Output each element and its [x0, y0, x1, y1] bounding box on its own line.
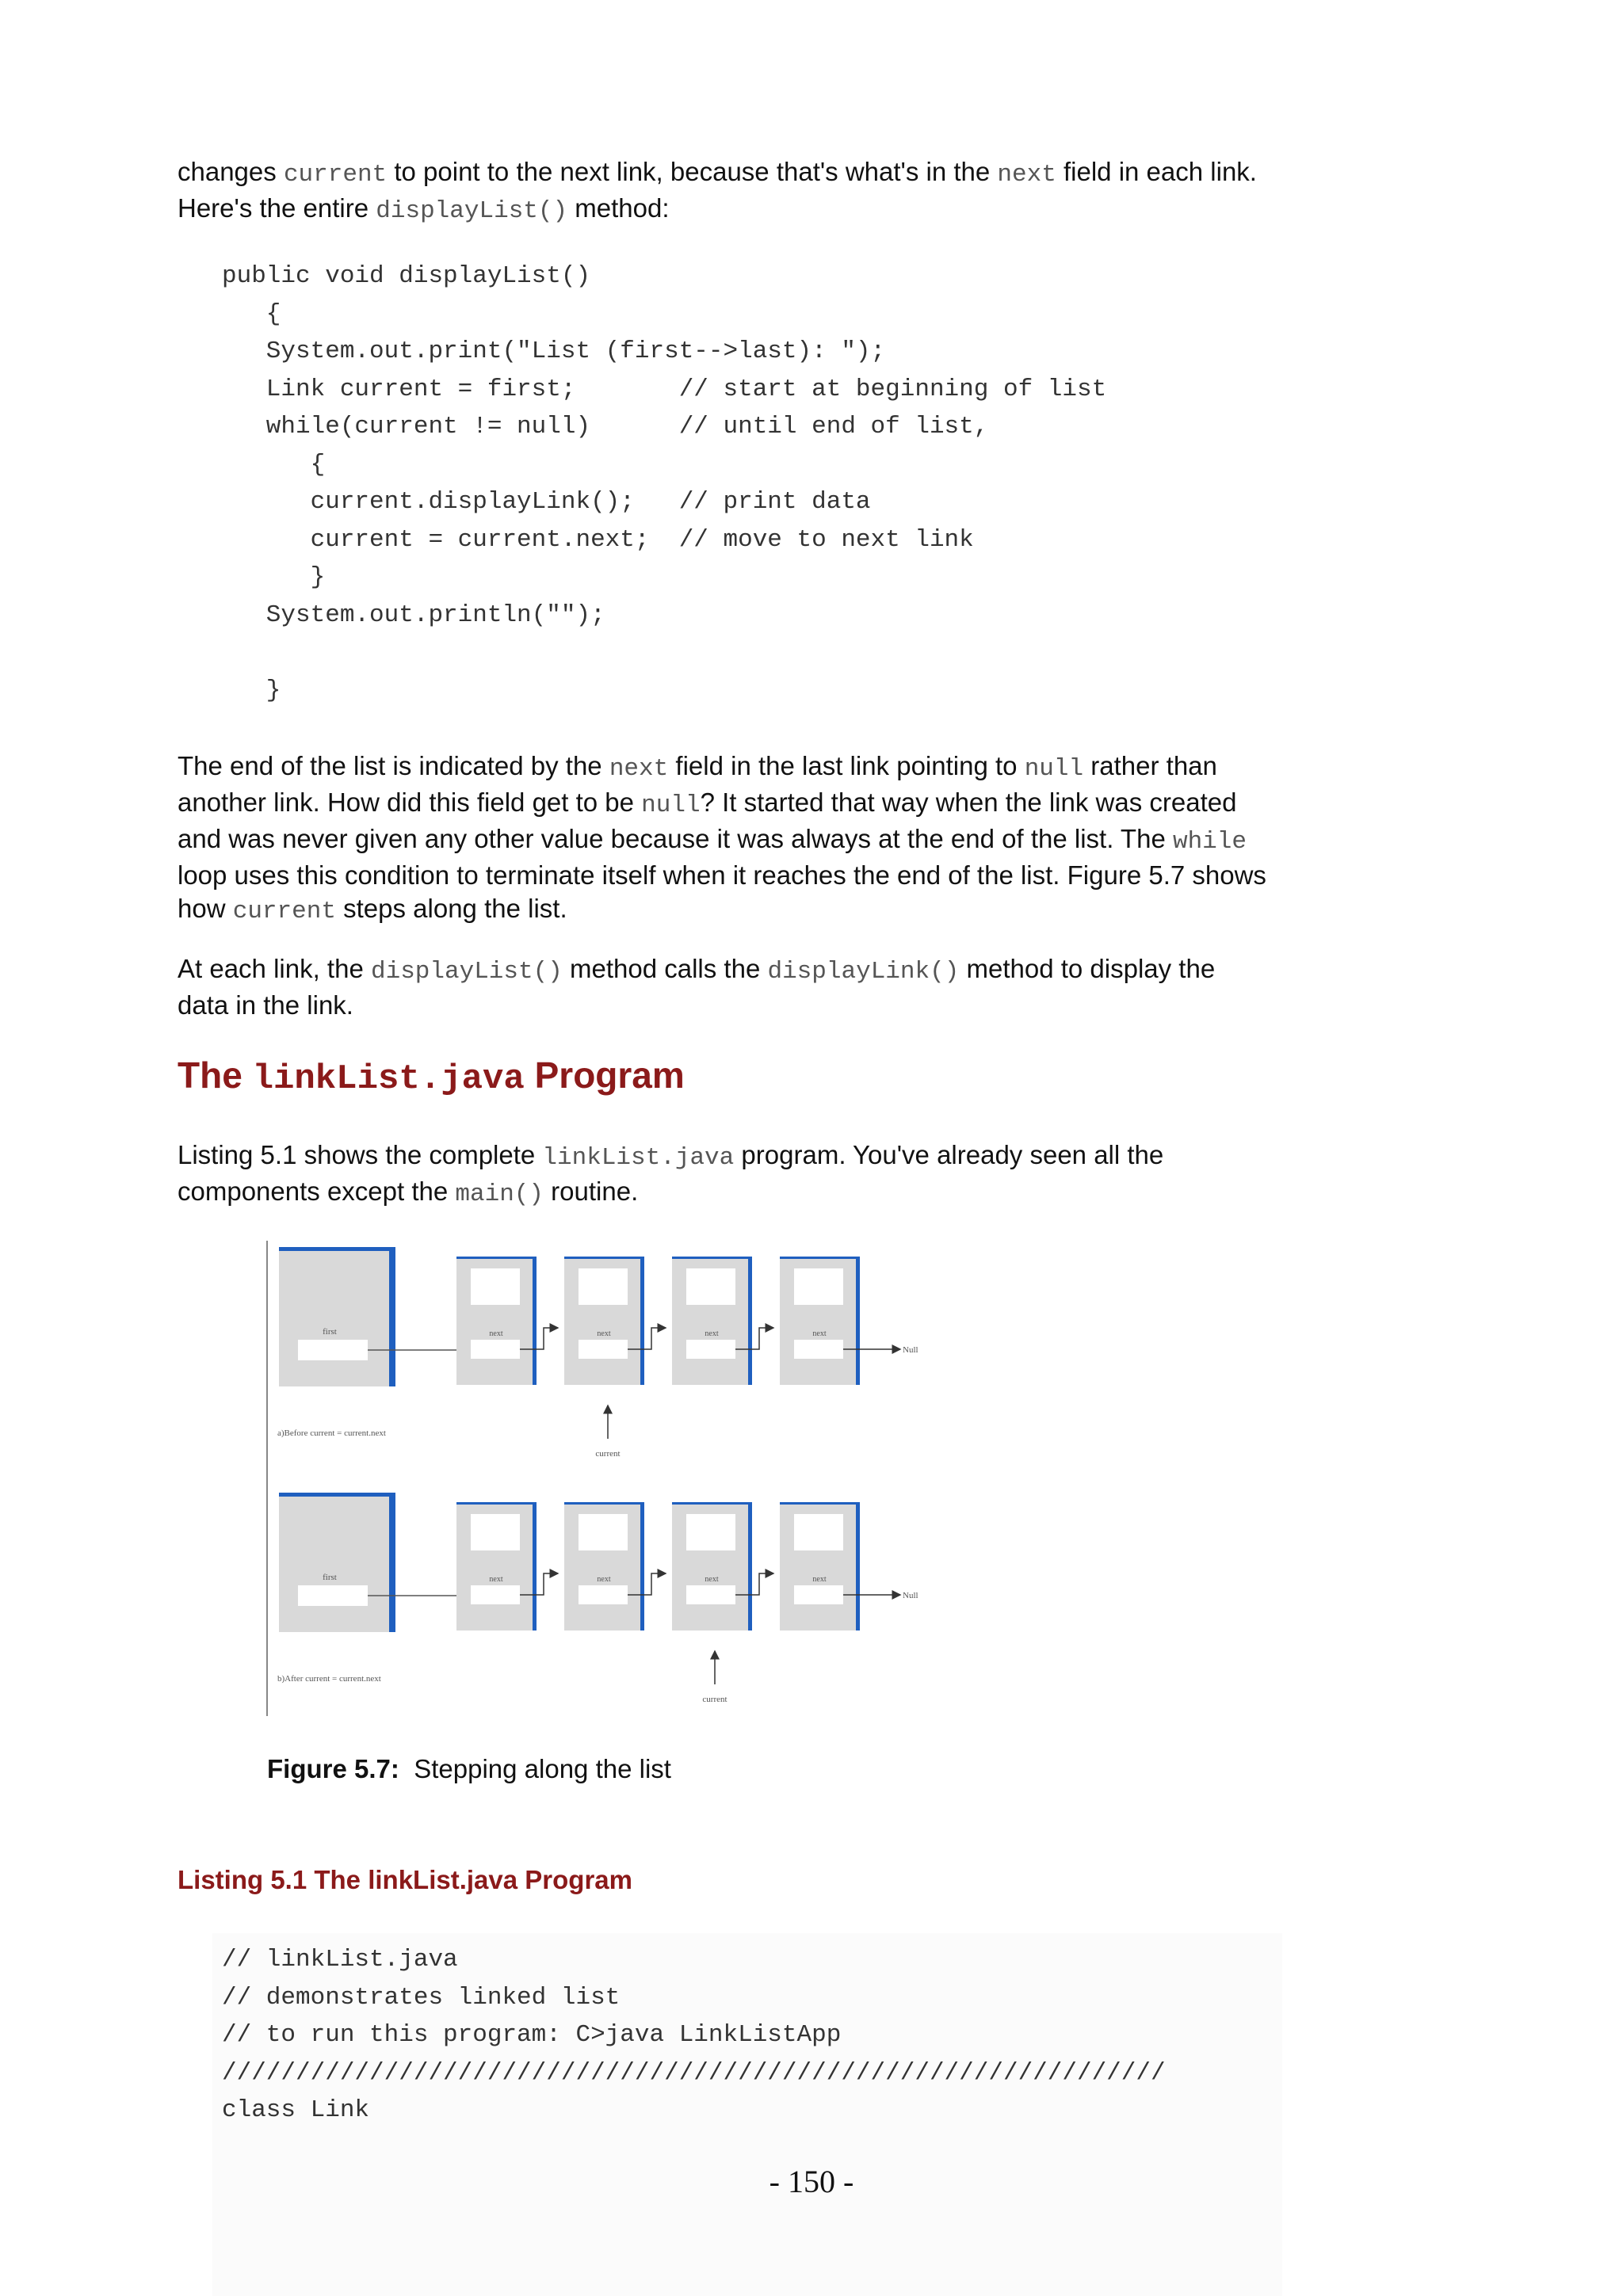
svg-text:next: next	[489, 1329, 503, 1338]
heading-text: The	[178, 1055, 253, 1096]
inline-code: displayList()	[376, 197, 568, 225]
svg-text:next: next	[489, 1575, 503, 1584]
link-node	[780, 1502, 860, 1630]
text-span: At each link, the	[178, 954, 371, 983]
text-span: routine.	[544, 1177, 639, 1206]
panel-after	[277, 1493, 918, 1704]
page-number: - 150 -	[769, 2164, 854, 2199]
first-box	[279, 1496, 395, 1632]
panel-a-caption: a)Before current = current.next	[277, 1428, 386, 1438]
inline-code: next	[997, 161, 1056, 189]
heading-text: Program	[524, 1055, 685, 1096]
linked-list-figure	[266, 1241, 940, 1716]
link-node	[564, 1502, 644, 1630]
inline-code: linkList.java	[542, 1144, 735, 1172]
display-list-code: public void displayList() { System.out.print("List (first-->last): "); Link current = first; // start at beginning of list while(current != null) // until end of list, { current.displayLink(); // print data current = current.next; // move to next link } System.out.println(""); }	[222, 262, 1107, 704]
inline-code: main()	[455, 1180, 544, 1208]
panel-before	[277, 1247, 918, 1459]
text-span: method to display the data in the link.	[178, 954, 1216, 1020]
svg-text:next: next	[597, 1575, 611, 1584]
inline-code: current	[283, 161, 388, 189]
text-span: The end of the list is indicated by the	[178, 751, 609, 780]
first-label: first	[323, 1573, 337, 1582]
first-box	[279, 1250, 395, 1386]
link-node	[456, 1257, 537, 1385]
link-node	[780, 1257, 860, 1385]
panel-b-caption: b)After current = current.next	[277, 1674, 381, 1684]
link-node	[564, 1257, 644, 1385]
heading-code: linkList.java	[252, 1059, 525, 1099]
link-node	[672, 1257, 752, 1385]
text-span: loop uses this condition to terminate itself when it reaches the end of the list. Figure 5.7 shows how	[178, 860, 1266, 923]
first-box-edge	[389, 1250, 395, 1386]
link-node	[672, 1502, 752, 1630]
text-span: ? It started that way when the link was created and was never given any other value because it was always at the end of the list. The	[178, 788, 1237, 853]
listing-intro-paragraph	[178, 1138, 1271, 1211]
svg-text:next: next	[812, 1329, 827, 1338]
listing-title: Listing 5.1 The linkList.java Program	[178, 1865, 632, 1894]
text-span: changes	[178, 157, 284, 186]
current-label: current	[595, 1449, 621, 1459]
text-span: Listing 5.1 shows the complete	[178, 1140, 543, 1169]
inline-code: next	[609, 755, 669, 783]
svg-text:next: next	[812, 1575, 827, 1584]
first-field	[298, 1340, 368, 1360]
null-label: Null	[903, 1591, 918, 1600]
first-field	[298, 1585, 368, 1606]
inline-code: while	[1172, 828, 1247, 856]
inline-code: displayList()	[370, 958, 563, 986]
listing-code: // linkList.java // demonstrates linked list // to run this program: C>java LinkListApp //////////////////////////////////////////////////////////////// class Link	[222, 1946, 1166, 2124]
inline-code: null	[1024, 755, 1084, 783]
svg-text:next: next	[705, 1329, 719, 1338]
null-label: Null	[903, 1345, 918, 1355]
first-box-edge	[389, 1496, 395, 1632]
text-span: field in each link. Here's the entire	[178, 157, 1257, 223]
svg-text:next: next	[597, 1329, 611, 1338]
caption-label: Figure 5.7:	[267, 1754, 399, 1783]
inline-code: displayLink()	[767, 958, 960, 986]
inline-code: null	[641, 791, 701, 819]
text-span: steps along the list.	[335, 894, 567, 923]
current-label: current	[702, 1695, 727, 1704]
caption-text: Stepping along the list	[414, 1754, 671, 1783]
link-node	[456, 1502, 537, 1630]
text-span: program. You've already seen all the components except the	[178, 1140, 1164, 1206]
first-box-top	[279, 1247, 395, 1251]
first-label: first	[323, 1327, 337, 1337]
text-span: to point to the next link, because that's what's in the	[387, 157, 998, 186]
text-span: method calls the	[562, 954, 768, 983]
section-heading	[178, 1054, 685, 1099]
figure-caption	[267, 1754, 671, 1784]
inline-code: current	[232, 898, 336, 925]
end-of-list-paragraph	[178, 749, 1271, 929]
text-span: field in the last link pointing to	[668, 751, 1025, 780]
first-box-top	[279, 1493, 395, 1497]
display-link-paragraph	[178, 952, 1271, 1022]
text-span: rather than another link. How did this field get to be	[178, 751, 1217, 817]
text-span: method:	[567, 193, 670, 223]
intro-paragraph	[178, 155, 1271, 228]
svg-text:next: next	[705, 1575, 719, 1584]
